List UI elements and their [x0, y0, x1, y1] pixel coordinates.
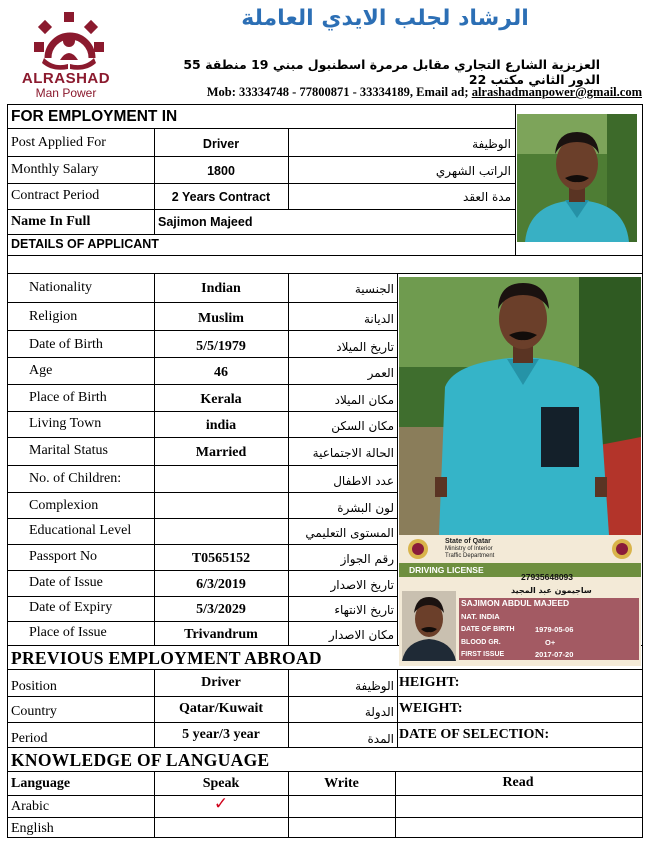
position-value: Driver	[201, 675, 241, 690]
marital-status-label: Marital Status	[29, 443, 108, 458]
nationality-label-ar: الجنسية	[354, 282, 394, 296]
contract-period-label-ar: مدة العقد	[463, 190, 511, 204]
license-blood: O+	[545, 638, 556, 647]
rule	[397, 273, 398, 645]
country-value: Qatar/Kuwait	[179, 701, 263, 716]
rule	[288, 669, 289, 747]
rule	[7, 669, 643, 670]
company-address-arabic: العزيزية الشارع التجاري مقابل مرمرة اسطنبول مبني 19 منطقة 55 الدور الثاني مكتب 22	[183, 57, 600, 87]
rule	[7, 596, 397, 597]
license-state: State of Qatar	[445, 538, 491, 545]
rule	[7, 795, 643, 796]
living-town-value: india	[205, 418, 237, 433]
complexion-label-ar: لون البشرة	[337, 501, 394, 515]
position-label: Position	[11, 679, 57, 694]
license-photo	[402, 591, 456, 661]
rule	[7, 621, 397, 622]
rule	[7, 492, 397, 493]
dob-value: 5/5/1979	[196, 339, 246, 354]
rule	[7, 518, 397, 519]
height-label: HEIGHT:	[399, 675, 460, 690]
license-blood-label: BLOOD GR.	[461, 639, 501, 646]
read-header: Read	[502, 775, 534, 790]
post-applied-label-ar: الوظيفة	[472, 137, 511, 151]
age-value: 46	[214, 365, 228, 380]
rule	[7, 544, 397, 545]
name-in-full-value: Sajimon Majeed	[158, 215, 253, 229]
rule	[7, 209, 515, 210]
rule	[288, 128, 289, 209]
applicant-photo	[517, 114, 637, 242]
passport-no-label: Passport No	[29, 549, 98, 564]
rule	[7, 302, 397, 303]
license-name-arabic: ساجيمون عبد المجيد	[511, 586, 592, 595]
age-label-ar: العمر	[367, 366, 394, 380]
country-label-ar: الدولة	[364, 705, 394, 719]
details-section-title: DETAILS OF APPLICANT	[11, 237, 159, 251]
rule	[7, 817, 643, 818]
language-section-title: KNOWLEDGE OF LANGUAGE	[11, 750, 270, 770]
living-town-label-ar: مكان السكن	[331, 419, 394, 433]
qatar-emblem-icon	[407, 537, 429, 561]
date-of-expiry-value: 5/3/2029	[196, 602, 246, 617]
rule	[7, 330, 397, 331]
rule	[515, 104, 516, 255]
rule	[288, 273, 289, 645]
rule	[7, 696, 643, 697]
previous-employment-title: PREVIOUS EMPLOYMENT ABROAD	[11, 648, 322, 668]
applicant-full-photo	[399, 277, 641, 535]
religion-label: Religion	[29, 309, 78, 324]
rule	[397, 669, 398, 747]
license-first-issue: 2017-07-20	[535, 650, 574, 659]
email-link[interactable]: alrashadmanpower@gmail.com	[471, 85, 642, 99]
brand-name: ALRASHAD	[21, 70, 111, 87]
religion-value: Muslim	[198, 311, 244, 326]
brand-subtitle: Man Power	[35, 86, 97, 100]
date-of-expiry-label: Date of Expiry	[29, 600, 113, 615]
contract-period-label: Contract Period	[11, 188, 100, 203]
dob-label-ar: تاريخ الميلاد	[336, 340, 394, 354]
date-of-issue-value: 6/3/2019	[196, 577, 246, 592]
date-of-issue-label-ar: تاريخ الاصدار	[330, 578, 394, 592]
post-applied-label: Post Applied For	[11, 135, 106, 150]
rule	[7, 156, 515, 157]
rule	[7, 437, 397, 438]
license-ministry: Ministry of Interior	[445, 546, 493, 552]
passport-no-value: T0565152	[191, 551, 251, 566]
driving-license-image	[399, 535, 641, 666]
speak-header: Speak	[202, 776, 240, 791]
date-of-issue-label: Date of Issue	[29, 575, 103, 590]
ministry-emblem-icon	[611, 537, 633, 561]
rule	[7, 465, 397, 466]
country-label: Country	[11, 704, 57, 719]
license-department: Traffic Department	[445, 553, 495, 559]
contact-numbers: Mob: 33334748 - 77800871 - 33334189, Email ad;	[206, 85, 472, 99]
period-label-ar: المدة	[367, 732, 394, 746]
rule	[7, 183, 515, 184]
license-nationality: NAT. INDIA	[461, 612, 500, 621]
rule	[7, 255, 643, 256]
monthly-salary-value: 1800	[207, 164, 235, 178]
position-label-ar: الوظيفة	[355, 679, 394, 693]
education-label-ar: المستوى التعليمي	[305, 526, 394, 540]
rule	[7, 384, 397, 385]
complexion-label: Complexion	[29, 498, 99, 513]
license-name: SAJIMON ABDUL MAJEED	[461, 598, 570, 608]
weight-label: WEIGHT:	[399, 701, 463, 716]
language-header: Language	[11, 776, 71, 791]
rule	[7, 128, 515, 129]
license-dob: 1979-05-06	[535, 625, 574, 634]
license-title: DRIVING LICENSE	[409, 565, 484, 575]
place-of-issue-label: Place of Issue	[29, 625, 107, 640]
license-first-issue-label: FIRST ISSUE	[461, 651, 505, 658]
dob-label: Date of Birth	[29, 337, 103, 352]
place-of-birth-label-ar: مكان الميلاد	[334, 393, 394, 407]
license-dob-label: DATE OF BIRTH	[461, 626, 515, 633]
rule	[7, 273, 643, 274]
name-in-full-label: Name In Full	[11, 214, 91, 229]
monthly-salary-label: Monthly Salary	[11, 162, 99, 177]
rule	[7, 411, 397, 412]
marital-status-label-ar: الحالة الاجتماعية	[312, 446, 394, 460]
nationality-value: Indian	[201, 281, 241, 296]
nationality-label: Nationality	[29, 280, 92, 295]
date-of-expiry-label-ar: تاريخ الانتهاء	[334, 603, 394, 617]
children-label: No. of Children:	[29, 471, 122, 486]
living-town-label: Living Town	[29, 416, 102, 431]
education-label: Educational Level	[29, 523, 132, 538]
rule	[7, 722, 643, 723]
religion-label-ar: الديانة	[363, 312, 394, 326]
contact-line	[132, 85, 642, 100]
license-number: 27935648093	[521, 572, 574, 582]
place-of-birth-value: Kerala	[200, 392, 242, 407]
passport-no-label-ar: رقم الجواز	[340, 552, 394, 566]
rule	[7, 747, 643, 748]
english-label: English	[11, 821, 54, 836]
rule	[7, 234, 515, 235]
contract-period-value: 2 Years Contract	[171, 190, 271, 204]
place-of-birth-label: Place of Birth	[29, 390, 107, 405]
monthly-salary-label-ar: الراتب الشهري	[435, 164, 511, 178]
period-label: Period	[11, 731, 48, 746]
place-of-issue-label-ar: مكان الاصدار	[328, 628, 394, 642]
employment-section-title: FOR EMPLOYMENT IN	[11, 108, 178, 125]
rule	[7, 570, 397, 571]
write-header: Write	[324, 776, 359, 791]
company-title-arabic: الرشاد لجلب الايدي العاملة	[241, 6, 529, 31]
arabic-label: Arabic	[11, 799, 50, 814]
rule	[7, 771, 643, 772]
date-of-selection-label: DATE OF SELECTION:	[399, 727, 550, 742]
rule	[154, 209, 155, 234]
age-label: Age	[29, 363, 53, 378]
children-label-ar: عدد الاطفال	[333, 474, 394, 488]
arabic-speak-check: ✓	[213, 794, 229, 814]
rule	[7, 357, 397, 358]
post-applied-value: Driver	[202, 137, 240, 151]
marital-status-value: Married	[195, 445, 247, 460]
period-value: 5 year/3 year	[182, 727, 260, 742]
place-of-issue-value: Trivandrum	[184, 627, 258, 642]
